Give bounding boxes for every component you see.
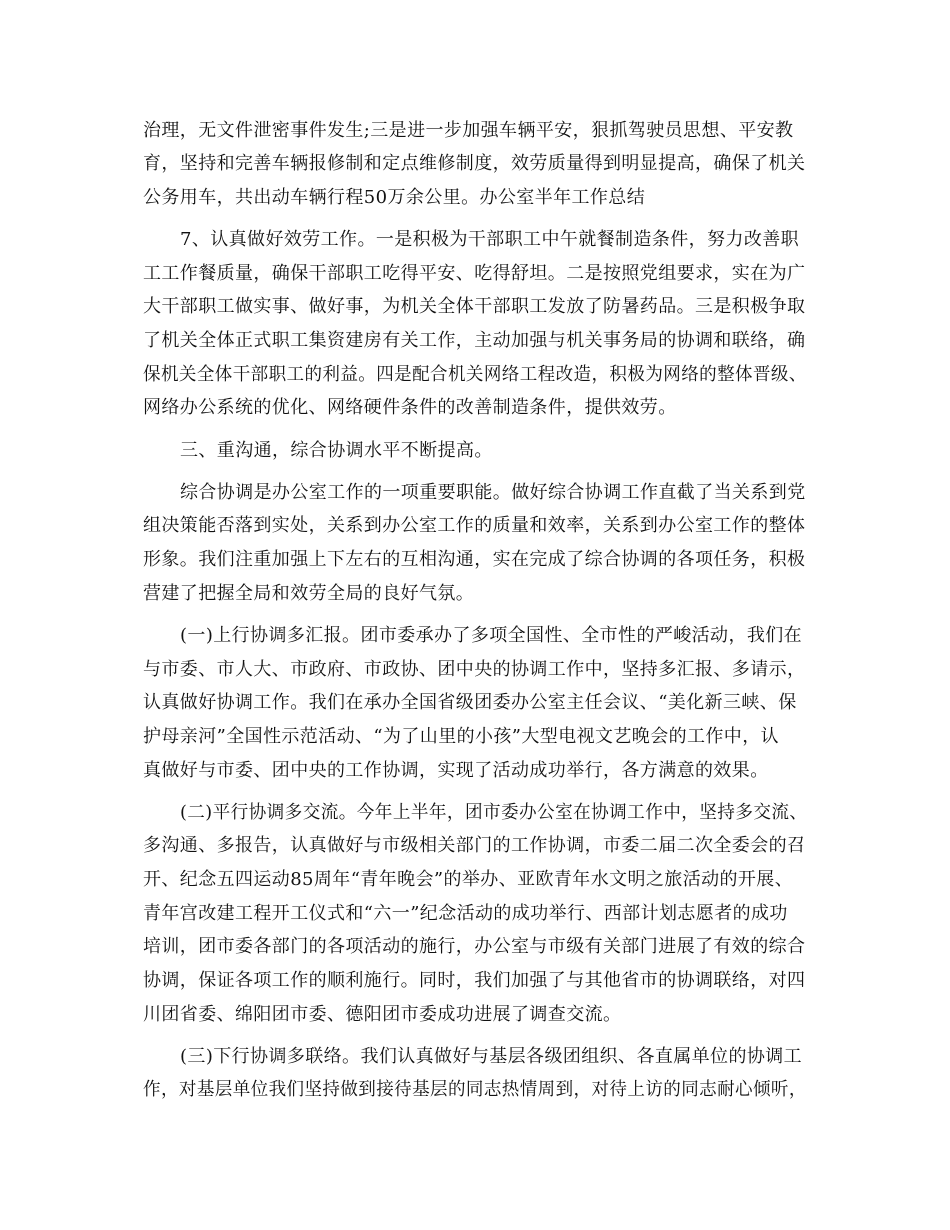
section-heading: 三、重沟通，综合协调水平不断提高。 xyxy=(180,440,493,461)
text-line: 真做好与市委、团中央的工作协调，实现了活动成功举行，各方满意的效果。 xyxy=(143,760,769,781)
text-line: 培训，团市委各部门的各项活动的施行，办公室与市级有关部门进展了有效的综合 xyxy=(143,936,806,957)
paragraph-first-line: (二)平行协调多交流。今年上半年，团市委办公室在协调工作中，坚持多交流、 xyxy=(180,802,808,823)
text-line: 营建了把握全局和效劳全局的良好气氛。 xyxy=(143,583,475,604)
text-line: 认真做好协调工作。我们在承办全国省级团委办公室主任会议、“美化新三峡、保 xyxy=(143,692,797,713)
text-line: 护母亲河”全国性示范活动、“为了山里的小孩”大型电视文艺晚会的工作中，认 xyxy=(143,726,780,747)
text-line: 作，对基层单位我们坚持做到接待基层的同志热情周到，对待上访的同志耐心倾听， xyxy=(143,1079,807,1100)
text-line: 协调，保证各项工作的顺利施行。同时，我们加强了与其他省市的协调联络，对四 xyxy=(143,970,806,991)
text-line: 治理，无文件泄密事件发生;三是进一步加强车辆平安，狠抓驾驶员思想、平安教 xyxy=(143,120,794,141)
paragraph-first-line: 综合协调是办公室工作的一项重要职能。做好综合协调工作直截了当关系到党 xyxy=(180,482,806,503)
text-line: 育，坚持和完善车辆报修制和定点维修制度，效劳质量得到明显提高，确保了机关 xyxy=(143,153,806,174)
text-line: 组决策能否落到实处，关系到办公室工作的质量和效率，关系到办公室工作的整体 xyxy=(143,515,806,536)
text-line: 大干部职工做实事、做好事，为机关全体干部职工发放了防暑药品。三是积极争取 xyxy=(143,296,806,317)
text-line: 形象。我们注重加强上下左右的互相沟通，实在完成了综合协调的各项任务，积极 xyxy=(143,549,806,570)
text-line: 青年宫改建工程开工仪式和“六一”纪念活动的成功举行、西部计划志愿者的成功 xyxy=(143,903,788,924)
text-line: 了机关全体正式职工集资建房有关工作，主动加强与机关事务局的协调和联络，确 xyxy=(143,330,806,351)
text-line: 多沟通、多报告，认真做好与市级相关部门的工作协调，市委二届二次全委会的召 xyxy=(143,835,806,856)
text-line: 保机关全体干部职工的利益。四是配合机关网络工程改造，积极为网络的整体晋级、 xyxy=(143,364,807,385)
paragraph-first-line: (一)上行协调多汇报。团市委承办了多项全国性、全市性的严峻活动，我们在 xyxy=(180,625,803,646)
text-line: 与市委、市人大、市政府、市政协、团中央的协调工作中，坚持多汇报、多请示， xyxy=(143,659,806,680)
paragraph-first-line: (三)下行协调多联络。我们认真做好与基层各级团组织、各直属单位的协调工 xyxy=(180,1046,803,1067)
text-line: 工工作餐质量，确保干部职工吃得平安、吃得舒坦。二是按照党组要求，实在为广 xyxy=(143,263,806,284)
text-line: 公务用车，共出动车辆行程50万余公里。办公室半年工作总结 xyxy=(143,187,646,208)
text-line: 开、纪念五四运动85周年“青年晚会”的举办、亚欧青年水文明之旅活动的开展、 xyxy=(143,869,794,890)
paragraph-first-line: 7、认真做好效劳工作。一是积极为干部职工中午就餐制造条件，努力改善职 xyxy=(180,229,800,250)
text-line: 网络办公系统的优化、网络硬件条件的改善制造条件，提供效劳。 xyxy=(143,397,677,418)
text-line: 川团省委、绵阳团市委、德阳团市委成功进展了调查交流。 xyxy=(143,1004,622,1025)
